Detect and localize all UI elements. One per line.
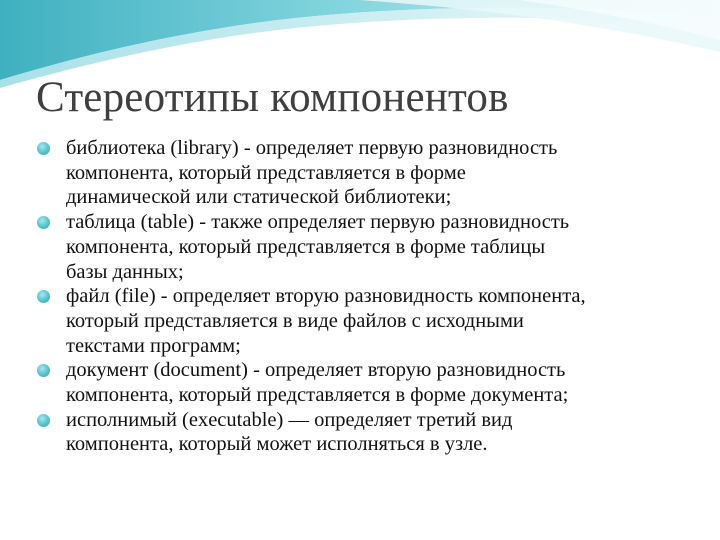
bullet-line: компонента, который представляется в форме таблицы [66, 235, 546, 258]
bullet-icon [37, 142, 50, 155]
bullet-line: динамической или статической библиотеки; [66, 186, 452, 209]
bullet-line: компонента, который представляется в форме документа; [66, 384, 569, 407]
bullet-icon [37, 414, 50, 427]
bullet-line: компонента, который может исполняться в узле. [66, 433, 488, 456]
list-item [16, 284, 706, 358]
list-item [16, 408, 706, 457]
bullet-line: исполнимый (executable) — определяет третий вид [66, 408, 513, 431]
list-item [16, 210, 706, 284]
bullet-line: который представляется в виде файлов с исходными [66, 309, 524, 332]
bullet-icon [37, 216, 50, 229]
bullet-icon [37, 290, 50, 303]
bullet-line: текстами программ; [66, 334, 241, 357]
bullet-line: файл (file) - определяет вторую разновидность компонента, [66, 285, 586, 308]
list-item [16, 136, 706, 210]
bullet-list [16, 136, 706, 457]
bullet-line: базы данных; [66, 260, 184, 283]
bullet-line: библиотека (library) - определяет первую разновидность [66, 137, 558, 159]
bullet-line: таблица (table) - также определяет первую разновидность [66, 211, 570, 234]
bullet-line: документ (document) - определяет вторую разновидность [66, 359, 566, 382]
bullet-icon [37, 364, 50, 377]
bullet-line: компонента, который представляется в форме [66, 161, 466, 184]
slide-title: Стереотипы компонентов [36, 74, 509, 121]
list-item [16, 358, 706, 407]
